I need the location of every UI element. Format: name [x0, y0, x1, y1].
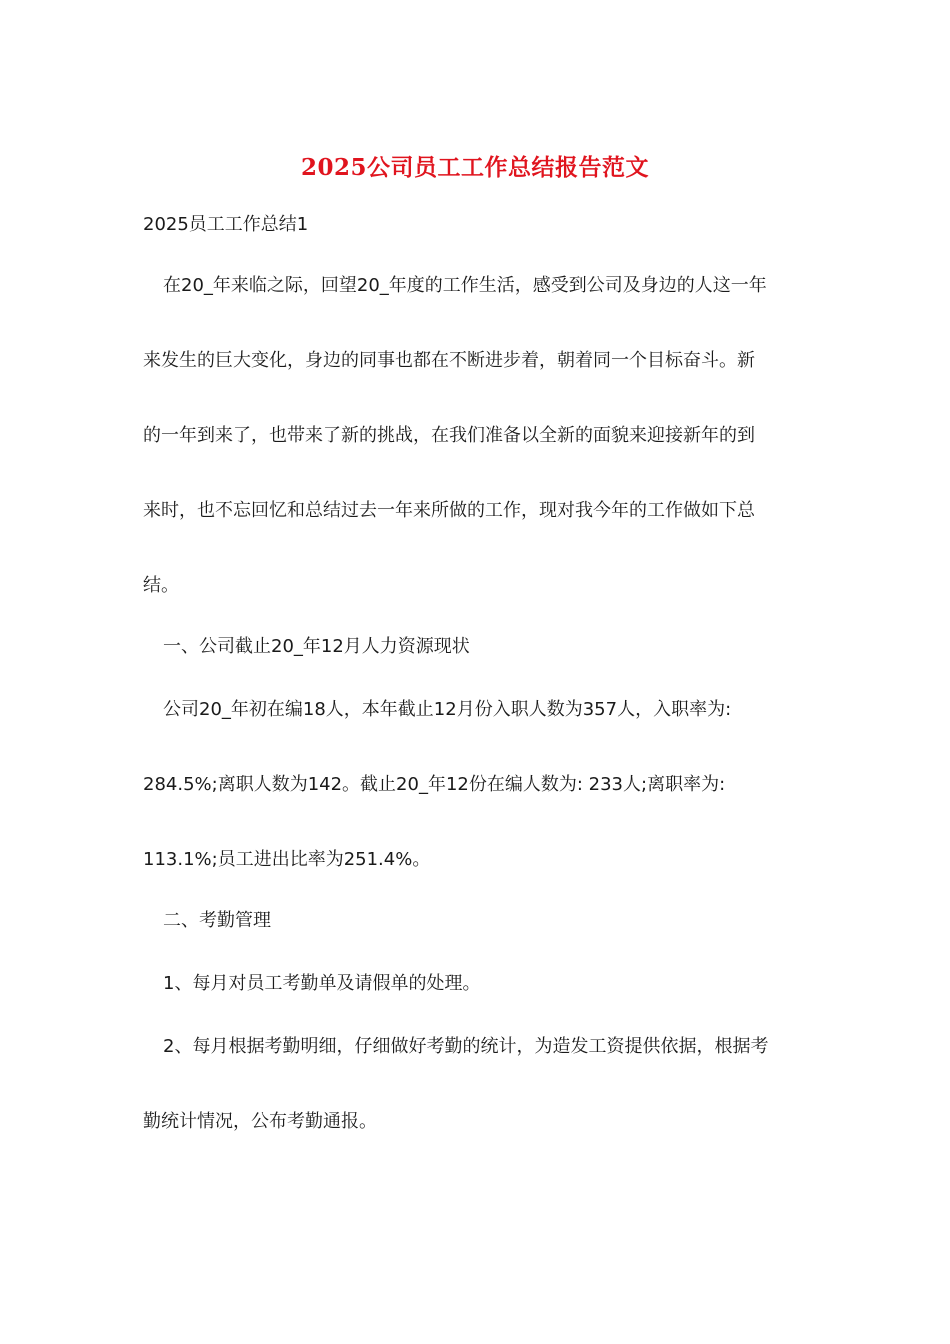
intro-line-5: 结。 — [143, 575, 179, 596]
section1-line-2: 284.5%;离职人数为142。截止20_年12份在编人数为: 233人;离职率为: — [143, 774, 726, 795]
intro-line-4: 来时，也不忘回忆和总结过去一年来所做的工作，现对我今年的工作做如下总 — [143, 500, 755, 521]
section2-item-1: 1、每月对员工考勤单及请假单的处理。 — [163, 973, 481, 994]
section1-heading: 一、公司截止20_年12月人力资源现状 — [163, 636, 470, 657]
section2-item-2-line-2: 勤统计情况，公布考勤通报。 — [143, 1111, 377, 1132]
intro-line-3: 的一年到来了，也带来了新的挑战，在我们准备以全新的面貌来迎接新年的到 — [143, 425, 755, 446]
section1-line-3: 113.1%;员工进出比率为251.4%。 — [143, 849, 431, 870]
section2-heading: 二、考勤管理 — [163, 910, 271, 931]
section1-line-1: 公司20_年初在编18人，本年截止12月份入职人数为357人，入职率为: — [163, 699, 732, 720]
section2-item-2-line-1: 2、每月根据考勤明细，仔细做好考勤的统计，为造发工资提供依据，根据考 — [163, 1036, 769, 1057]
intro-line-1: 在20_年来临之际，回望20_年度的工作生活，感受到公司及身边的人这一年 — [163, 275, 767, 296]
intro-line-2: 来发生的巨大变化，身边的同事也都在不断进步着，朝着同一个目标奋斗。新 — [143, 350, 755, 371]
document-subtitle: 2025员工工作总结1 — [143, 214, 309, 235]
document-title: 2025公司员工工作总结报告范文 — [300, 154, 649, 181]
